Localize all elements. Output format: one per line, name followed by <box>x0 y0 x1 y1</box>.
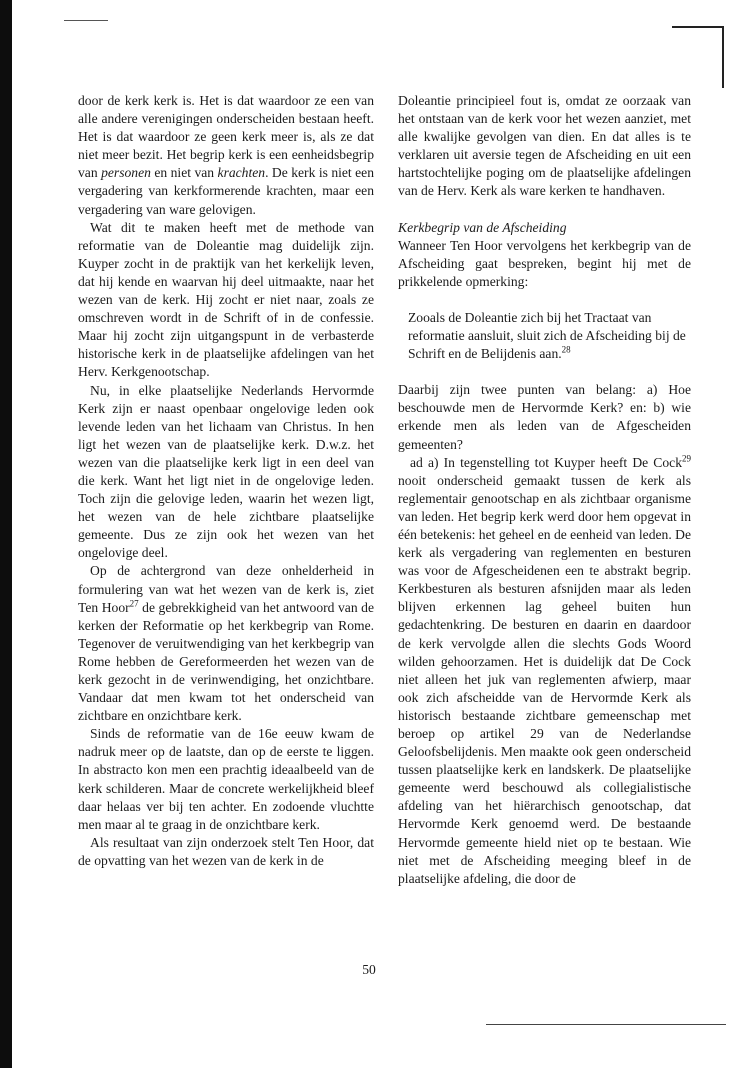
footnote-ref: 28 <box>561 344 571 355</box>
paragraph: door de kerk kerk is. Het is dat waardoor ze een van alle andere verenigingen onderscheiden bestaan heeft. Het is dat waardoor ze geen kerk meer is, als ze dat niet meer bezit. Het begrip kerk is een eenheidsbegrip van personen en niet van krachten. De kerk is niet een vergadering van kerkformerende krachten, maar een vergadering van ware gelovigen. <box>78 93 375 217</box>
footnote-ref: 27 <box>129 598 139 609</box>
footnote-ref: 29 <box>682 453 691 464</box>
paragraph: Wat dit te maken heeft met de methode van reformatie van de Doleantie mag duidelijk zijn. Kuyper zocht in de praktijk van het kerkelijk leven, dat hij kende en waarvan hij deel uitmaakte, naar het wezen van de kerk. Hij zocht er niet naar, zoals ze omschreven wordt in de Schrift of in de confessie. Maar hij zocht zijn uitgangspunt in de verbasterde historische kerk in de plaatselijke afdelingen van het Herv. Kerkgenootschap. <box>78 219 374 380</box>
paragraph: ad a) In tegenstelling tot Kuyper heeft De Cock$^{29}$ nooit onderscheid gemaakt tussen de kerk als reglementair genootschap en als zichtbaar organisme van leden. Het begrip kerk werd door hem opgevat in één betekenis: het geheel en de eenheid van leden. De kerk als vergadering van reglementen en besturen was voor de Afgescheidenen een te abstrakt begrip. Kerkbesturen als besturen afsnijden maar als leden blijven erkennen lag geheel buiten hun gedachtenkring. De besturen en daarin en daardoor de kerk vervolgde allen die slechts Gods Woord wilden gehoorzamen. Het is duidelijk dat De Cock niet alleen het juk van reglementen afwierp, maar ook zich afscheidde van de Hervormde Kerk als historisch bestaande zichtbare gemeenschap met beroep op artikel 29 van de Nederlandse Geloofsbelijdenis. Men maakte ook geen onderscheid tussen plaatselijke kerk en landskerk. De plaatselijke gemeente werd beschouwd als collegialistische afdeling van het hiërarchisch genootschap, dat Hervormde Kerk genoemd werd. De bestaande Hervormde gemeente hield niet op te bestaan. Wie niet met de Afscheiding meeging bleef in de plaatselijke afdeling, die door de <box>398 453 691 886</box>
page-number: 50 <box>362 962 376 977</box>
bottom-rule <box>486 1024 726 1025</box>
paragraph: Op de achtergrond van deze onhelderheid in formulering van wat het wezen van de kerk is, ziet Ten Hoor$^{27}$ de gebrekkigheid van het antwoord van de kerken der Reformatie op het kerkbegrip van Rome. Tegenover de veruitwendiging van het kerkbegrip van Rome hebben de Gereformeerden het wezen van de kerk gezocht in de verinwendiging, het onzichtbare. Vandaar dat men kwam tot het onderscheid van zichtbare en onzichtbare kerk. <box>78 563 374 724</box>
top-rule <box>64 20 108 21</box>
scan-binding-edge <box>0 0 12 1068</box>
block-quote: Zooals de Doleantie zich bij het Tractaat van reformatie aansluit, sluit zich de Afscheiding bij de Schrift en de Belijdenis aan.$^{28}$ <box>408 309 686 362</box>
paragraph: Daarbij zijn twee punten van belang: a) Hoe beschouwde men de Hervormde Kerk? en: b) wie erkende men als leden van de Afgescheiden gemeenten? <box>398 382 691 452</box>
crop-mark-vertical <box>722 26 724 88</box>
left-column <box>78 92 374 870</box>
paragraph: Sinds de reformatie van de 16e eeuw kwam de nadruk meer op de laatste, dan op de eerste te liggen. In abstracto kon men een prachtig ideaalbeeld van de kerk schilderen. Maar de concrete werkelijkheid bleef daar helaas ver bij ten achter. En zodoende vluchtte men maar al te graag in de onzichtbare kerk. <box>78 726 374 832</box>
paragraph: Als resultaat van zijn onderzoek stelt Ten Hoor, dat de opvatting van het wezen van de kerk in de <box>78 834 374 868</box>
right-column <box>398 92 691 888</box>
paragraph: Nu, in elke plaatselijke Nederlands Hervormde Kerk zijn er naast openbaar ongelovige leden ook levende leden van het lichaam van Christus. In hen ligt het wezen van de plaatselijke kerk. D.w.z. het wezen van die plaatselijke kerk ligt in een deel van die kerk. Want het ligt niet in de ongelovige leden. Toch zijn die gelovige leden, waarin het wezen ligt, het wezen van de hele zichtbare plaatselijke gemeente. Dus ze zijn ook het wezen van het ongelovige deel. <box>78 382 374 561</box>
crop-mark-horizontal <box>672 26 724 28</box>
section-heading: Kerkbegrip van de Afscheiding <box>398 219 567 235</box>
paragraph: Wanneer Ten Hoor vervolgens het kerkbegrip van de Afscheiding gaat bespreken, begint hij met de prikkelende opmerking: <box>398 237 691 289</box>
paragraph: Doleantie principieel fout is, omdat ze oorzaak van het ontstaan van de kerk voor het wezen aanziet, met alle kwalijke gevolgen van dien. En dat alles is te verklaren uit aversie tegen de Afscheiding en uit een hartstochtelijke poging om de plaatselijke afdelingen van de Herv. Kerk als ware kerken te handhaven. <box>398 93 691 199</box>
